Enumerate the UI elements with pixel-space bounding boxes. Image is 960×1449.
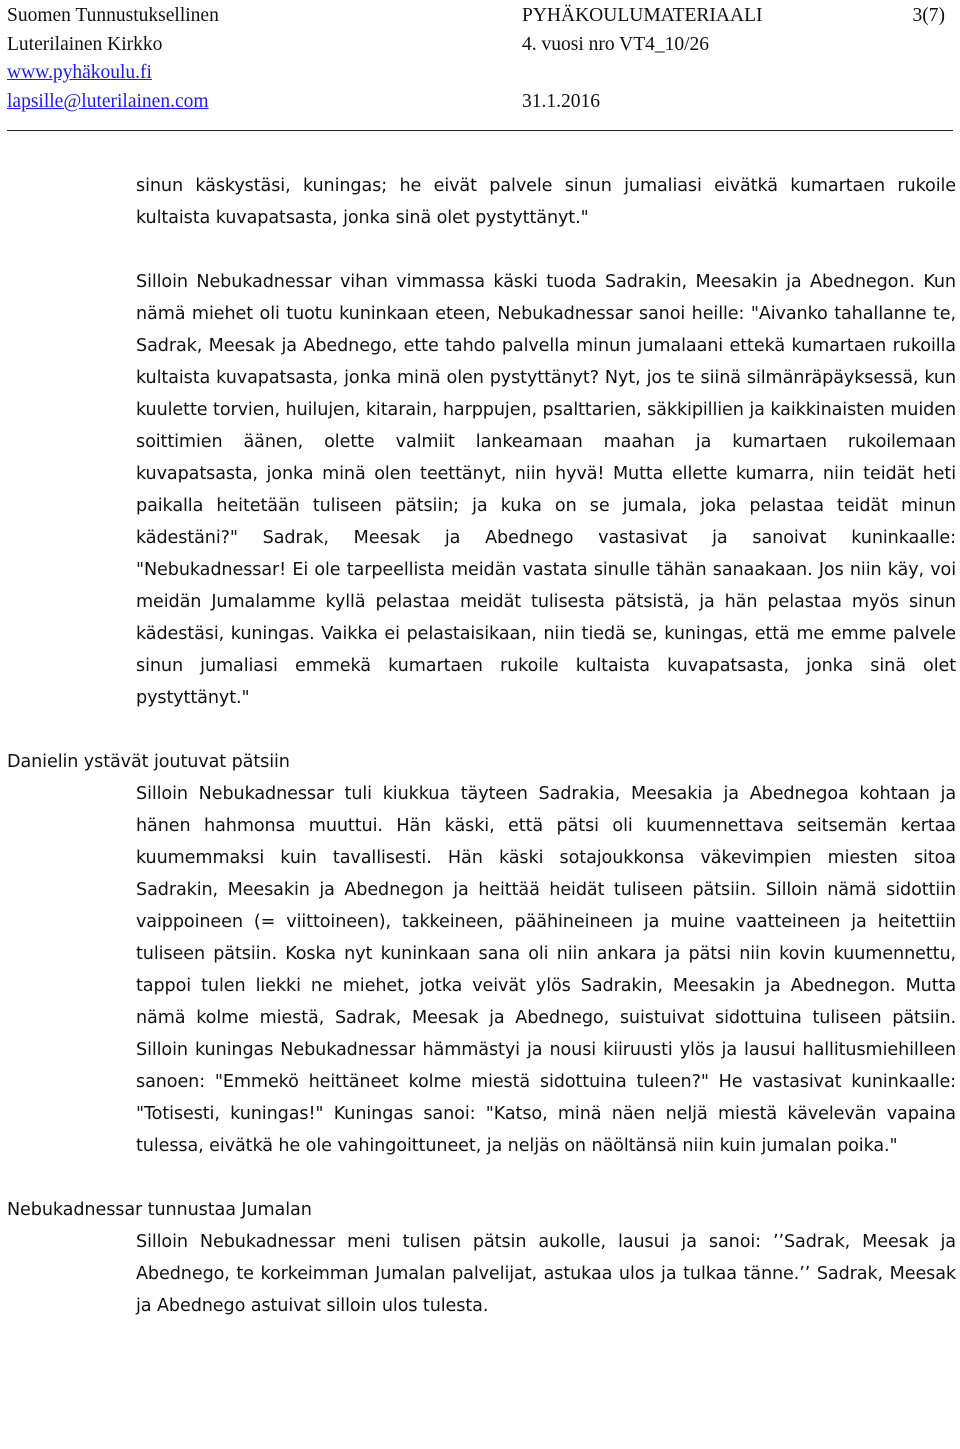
header-row-2 xyxy=(7,31,953,60)
document-id: 4. vuosi nro VT4_10/26 xyxy=(522,33,710,55)
page-body xyxy=(0,170,960,1322)
header-row-4 xyxy=(7,88,953,117)
section-heading: Nebukadnessar tunnustaa Jumalan xyxy=(7,1200,312,1220)
section-paragraph: Silloin Nebukadnessar meni tulisen pätsin aukolle, lausui ja sanoi: ʼʼSadrak, Meesak ja Abednego, te korkeimman Jumalan palvelijat, astukaa ulos ja tulkaa tänne.ʼʼ Sadrak, Meesak ja Abednego astuivat silloin ulos tulesta. xyxy=(136,1232,956,1316)
org-name-line-2: Luterilainen Kirkko xyxy=(7,33,163,55)
header-divider xyxy=(7,130,953,131)
section-confession xyxy=(0,1194,960,1322)
section-paragraph: Silloin Nebukadnessar tuli kiukkua täyteen Sadrakia, Meesakia ja Abednegoa kohtaan ja hänen hahmonsa muuttui. Hän käski, että pätsi oli kuumennettava seitsemän kertaa kuumemmaksi kuin tavallisesti. Hän käski sotajoukkonsa väkevimpien miesten sitoa Sadrakin, Meesakin ja Abednegon ja heittää heidät tuliseen pätsiin. Silloin nämä sidottiin vaippoineen (= viittoineen), takkeineen, päähineineen ja muine vaatteineen ja heitettiin tuliseen pätsiin. Koska nyt kuninkaan sana oli niin ankara ja pätsi niin kovin kuumennettu, tappoi tulen liekki ne miehet, jotka veivät ylös Sadrakin, Meesakin ja Abednegon. Mutta nämä kolme miestä, Sadrak, Meesak ja Abednego, suistuivat sidottuina tuliseen pätsiin. Silloin kuningas Nebukadnessar hämmästyi ja nousi kiiruusti ylös ja lausui hallitusmiehilleen sanoen: "Emmekö heittäneet kolme miestä sidottuina tuleen?" He vastasivat kuninkaalle: "Totisesti, kuningas!" Kuningas sanoi: "Katso, minä näen neljä miestä kävelevän vapaina tulessa, eivätkä he ole vahingoittuneet, ja neljäs on näöltänsä niin kuin jumalan poika." xyxy=(136,784,956,1156)
website-link[interactable]: www.pyhäkoulu.fi xyxy=(7,62,152,83)
page-number: 3(7) xyxy=(912,5,945,26)
page-header xyxy=(7,2,953,116)
story-paragraph: Silloin Nebukadnessar vihan vimmassa käski tuoda Sadrakin, Meesakin ja Abednegon. Kun nämä miehet oli tuotu kuninkaan eteen, Nebukadnessar sanoi heille: "Aivanko tahallanne te, Sadrak, Meesak ja Abednego, ette tahdo palvella minun jumalaani ettekä kumartaen rukoilla kultaista kuvapatsasta, jonka minä olen pystyttänyt? Nyt, jos te siinä silmänräpäyksessä, kun kuulette torvien, huilujen, kitarain, harppujen, psalttarien, säkkipillien ja kaikkinaisten muiden soittimien äänen, olette valmiit lankeamaan maahan ja kumartaen rukoilemaan kuvapatsasta, jonka minä olen teettänyt, niin hyvä! Mutta ellette kumarra, niin teidät heti paikalla heitetään tuliseen pätsiin; ja kuka on se jumala, joka pelastaa teidät minun kädestäni?" Sadrak, Meesak ja Abednego vastasivat ja sanoivat kuninkaalle: "Nebukadnessar! Ei ole tarpeellista meidän vastata sinulle tähän sanaakaan. Jos niin käy, voi meidän Jumalamme kyllä pelastaa meidät tulisesta pätsistä, ja hän pelastaa myös sinun kädestäsi, kuningas. Vaikka ei pelastaisikaan, niin tiedä se, kuningas, että me emme palvele sinun jumaliasi emmekä kumartaen rukoile kultaista kuvapatsasta, jonka sinä olet pystyttänyt." xyxy=(136,272,956,708)
document-type: PYHÄKOULUMATERIAALI xyxy=(522,5,763,26)
section-furnace xyxy=(0,746,960,1162)
email-link[interactable]: lapsille@luterilainen.com xyxy=(7,90,209,112)
section-heading: Danielin ystävät joutuvat pätsiin xyxy=(7,752,290,772)
document-date: 31.1.2016 xyxy=(522,90,600,112)
header-row-1 xyxy=(7,2,953,31)
org-name-line-1: Suomen Tunnustuksellinen xyxy=(7,5,219,26)
intro-paragraph: sinun käskystäsi, kuningas; he eivät palvele sinun jumaliasi eivätkä kumartaen rukoile kultaista kuvapatsasta, jonka sinä olet pystyttänyt." xyxy=(136,176,956,228)
header-row-3 xyxy=(7,59,953,88)
